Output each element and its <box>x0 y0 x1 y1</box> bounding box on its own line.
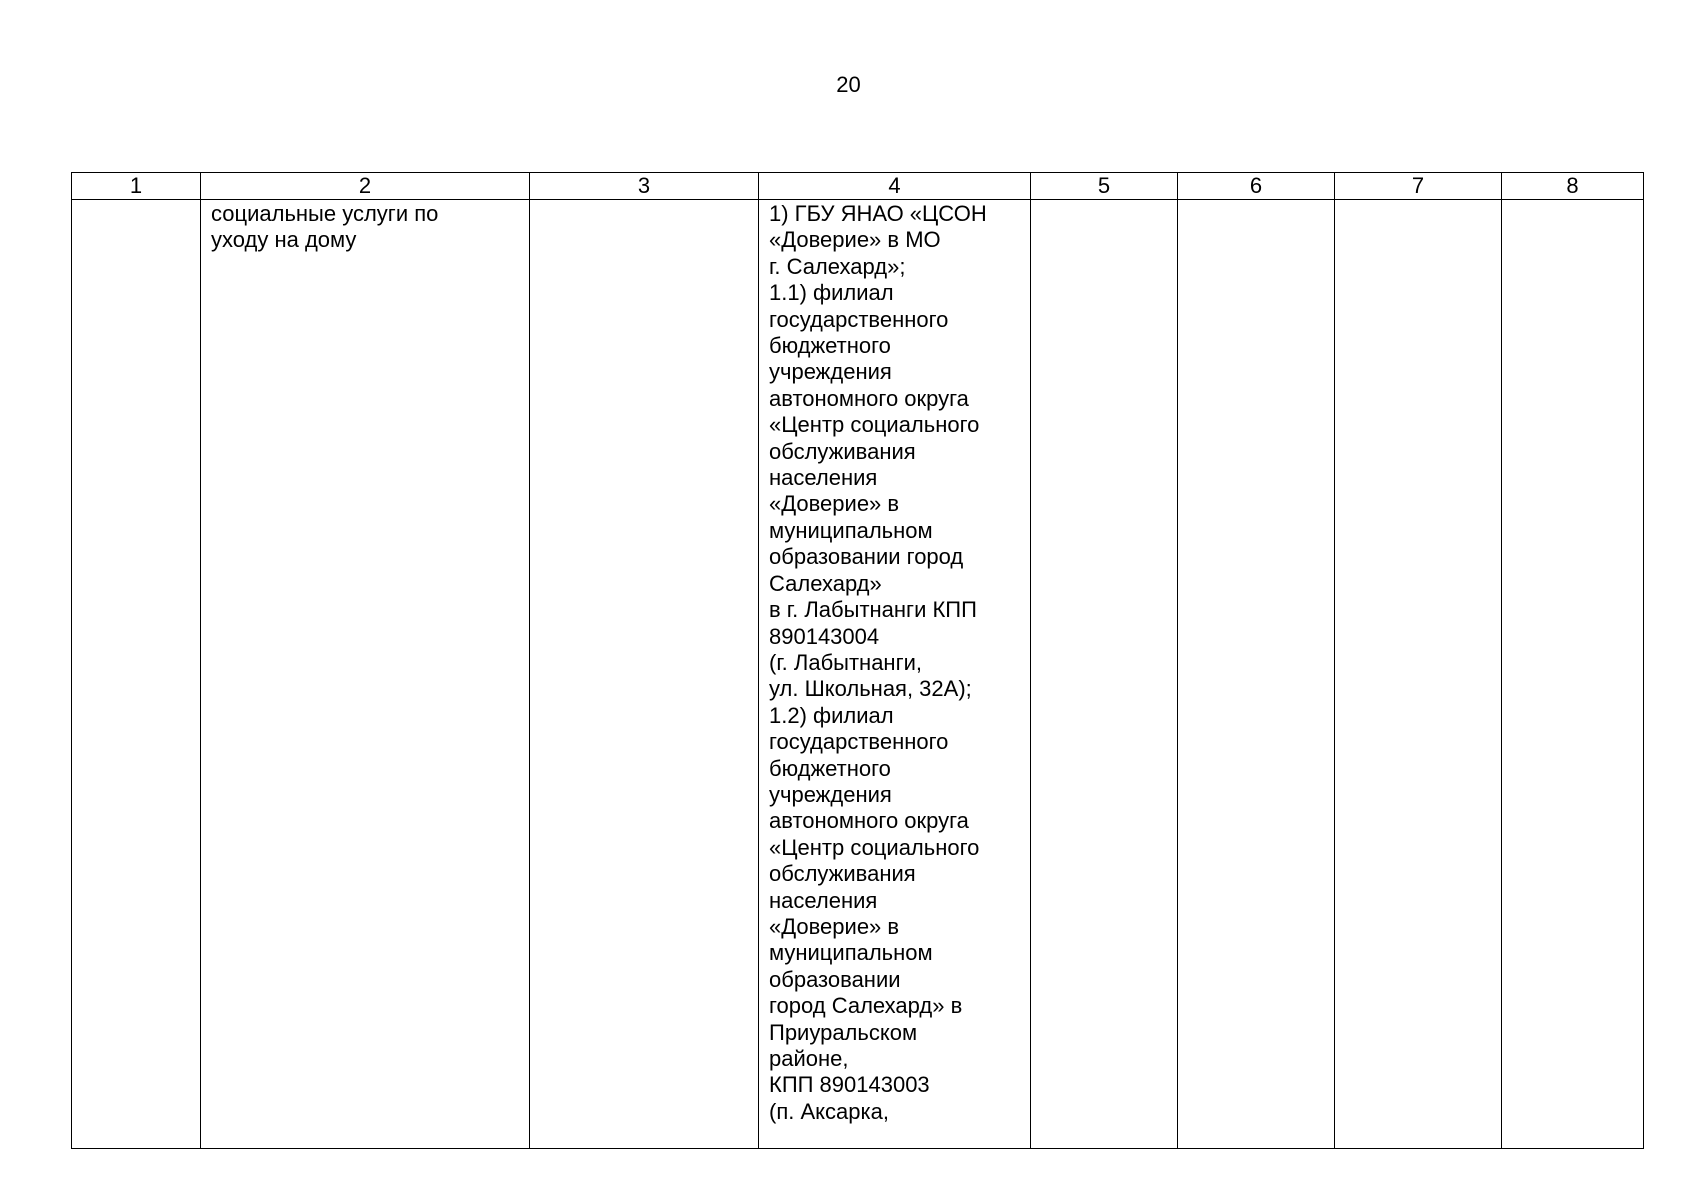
table-row <box>72 200 1644 1149</box>
column-header-6: 6 <box>1178 173 1335 200</box>
column-header-4: 4 <box>759 173 1031 200</box>
table-cell-col3 <box>530 200 759 1149</box>
table-header-row <box>72 173 1644 200</box>
table-cell-col7 <box>1335 200 1502 1149</box>
table-cell-col5 <box>1031 200 1178 1149</box>
table-cell-col8 <box>1502 200 1644 1149</box>
column-header-3: 3 <box>530 173 759 200</box>
column-header-8: 8 <box>1502 173 1644 200</box>
column-header-5: 5 <box>1031 173 1178 200</box>
provider-list-cell: 1) ГБУ ЯНАО «ЦСОН «Доверие» в МО г. Салехард»; 1.1) филиал государственного бюджетного учреждения автономного округа «Центр социального обслуживания населения «Доверие» в муниципальном образовании город Салехард» в г. Лабытнанги КПП 890143004 (г. Лабытнанги, ул. Школьная, 32А); 1.2) филиал государственного бюджетного учреждения автономного округа «Центр социального обслуживания населения «Доверие» в муниципальном образовании город Салехард» в Приуральском районе, КПП 890143003 (п. Аксарка, <box>759 200 1031 1149</box>
column-header-2: 2 <box>201 173 530 200</box>
column-header-7: 7 <box>1335 173 1502 200</box>
service-type-cell: социальные услуги по уходу на дому <box>201 200 530 1149</box>
column-header-1: 1 <box>72 173 201 200</box>
table-cell-col6 <box>1178 200 1335 1149</box>
table-cell-col1 <box>72 200 201 1149</box>
page-number: 20 <box>836 72 861 97</box>
document-table <box>71 172 1644 1149</box>
